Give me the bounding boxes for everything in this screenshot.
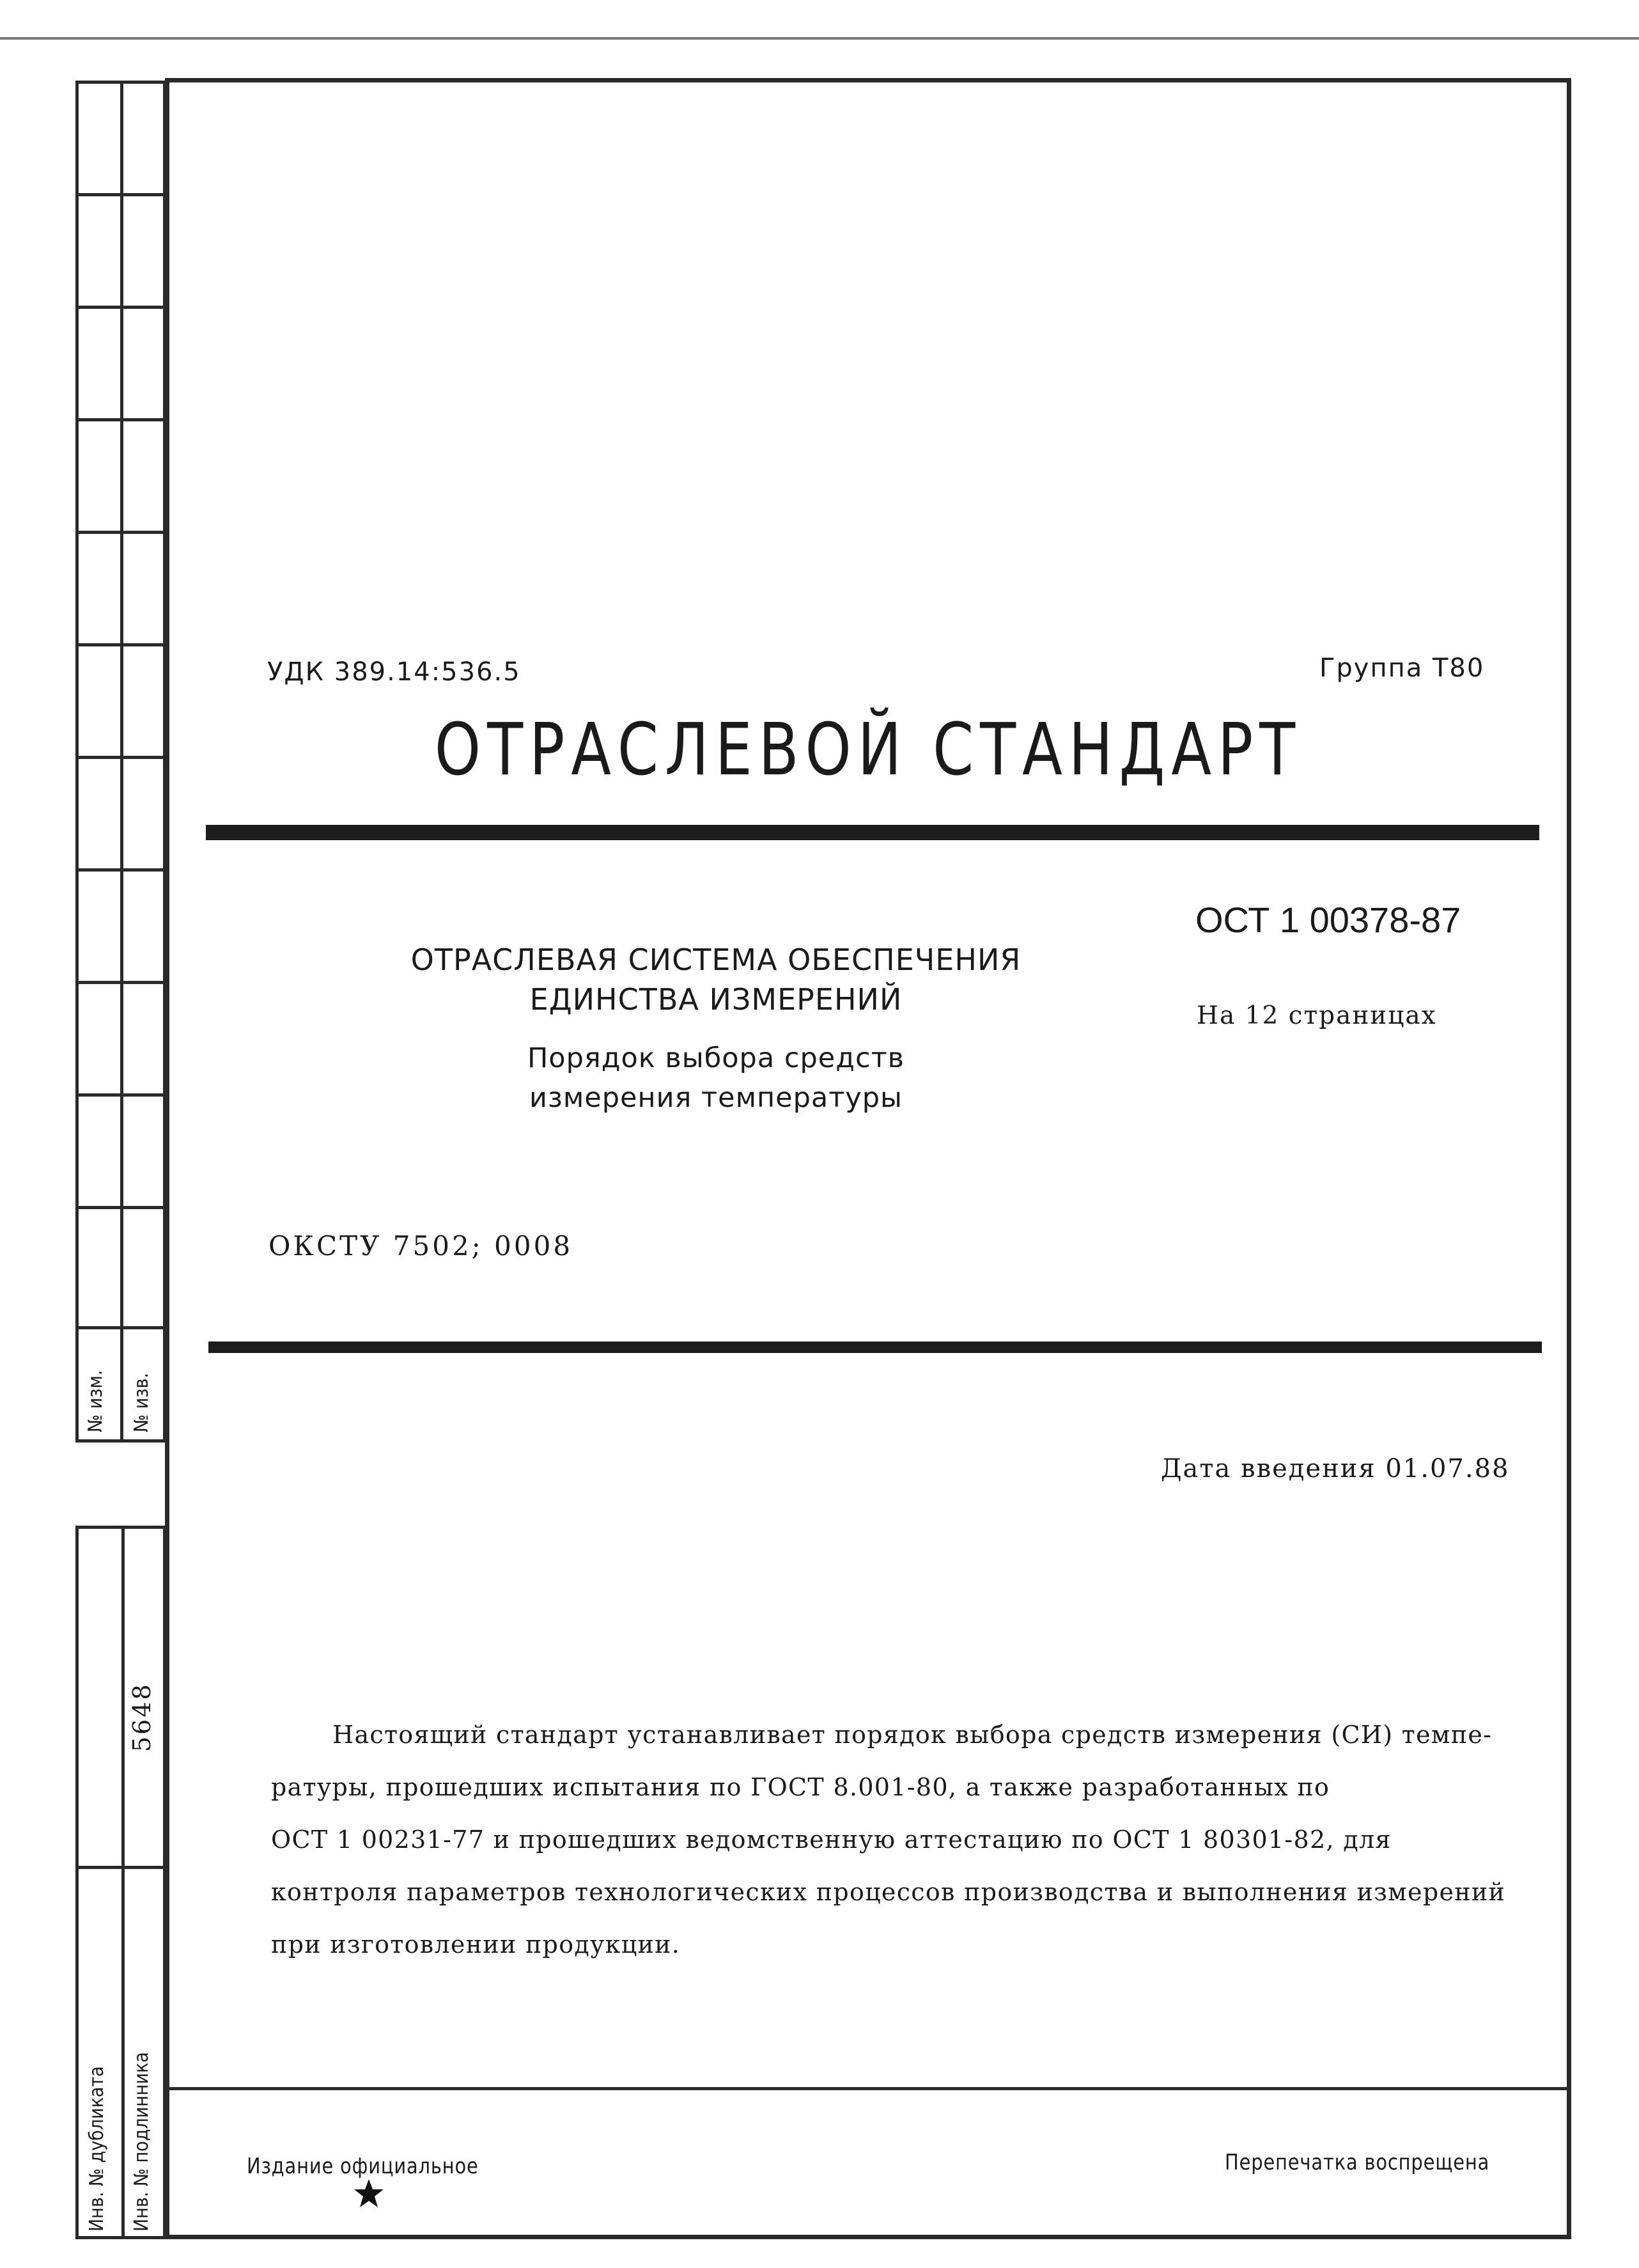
procedure-title-line: измерения температуры [529,1082,903,1114]
strip-row-line [75,306,166,309]
strip-row-line [75,531,166,534]
notice-number-label: № изв. [130,1372,153,1432]
strip-row-line [75,418,166,421]
document-title: ОТРАСЛЕВОЙ СТАНДАРТ [434,708,1302,792]
strip-row-line [75,1326,166,1329]
body-line: ОСТ 1 00231-77 и прошедших ведомственную аттестацию по ОСТ 1 80301-82, для [271,1826,1392,1854]
strip-divider [121,1526,125,2239]
body-paragraph [271,1709,1524,1971]
strip-row-line [75,756,166,759]
procedure-title-line: Порядок выбора средств [527,1042,905,1074]
group-code: Группа Т80 [1319,653,1485,683]
system-title-line: ОТРАСЛЕВАЯ СИСТЕМА ОБЕСПЕЧЕНИЯ [410,942,1021,977]
body-line: при изготовлении продукции. [271,1930,681,1959]
strip-row-line [75,1093,166,1097]
star-icon [353,2178,385,2210]
procedure-title [396,1038,1036,1118]
strip-row-line [75,1206,166,1209]
strip-divider [120,81,123,1443]
udk-code: УДК 389.14:536.5 [267,657,521,687]
strip-row-line [75,981,166,984]
official-edition-label: Издание официальное [247,2154,479,2179]
footer-rule [169,2087,1569,2090]
duplicate-inventory-label: Инв. № дубликата [86,2066,108,2232]
system-title-line: ЕДИНСТВА ИЗМЕРЕНИЙ [529,982,903,1017]
standard-number: ОСТ 1 00378-87 [1195,900,1461,940]
strip-row-line [75,1866,166,1869]
body-line: Настоящий стандарт устанавливает порядок выбора средств измерения (СИ) темпе- [332,1721,1493,1749]
reprint-prohibited-label: Перепечатка воспрещена [1225,2150,1490,2175]
original-inventory-label: Инв. № подлинника [130,2052,153,2232]
okstu-code: ОКСТУ 7502; 0008 [268,1230,573,1262]
change-number-label: № изм. [84,1370,107,1432]
section-divider [208,1341,1542,1353]
strip-row-line [75,193,166,196]
body-line: контроля параметров технологических процессов производства и выполнения измерений [271,1878,1506,1906]
inventory-number: 5648 [128,1682,156,1752]
strip-row-line [75,868,166,872]
system-title [332,940,1099,1019]
page-count: На 12 страницах [1197,1001,1437,1030]
body-line: ратуры, прошедших испытания по ГОСТ 8.001-80, а также разработанных по [271,1773,1330,1801]
introduction-date: Дата введения 01.07.88 [1161,1454,1510,1483]
strip-row-line [75,643,166,646]
title-divider [206,825,1539,840]
scan-top-rule [0,37,1639,40]
